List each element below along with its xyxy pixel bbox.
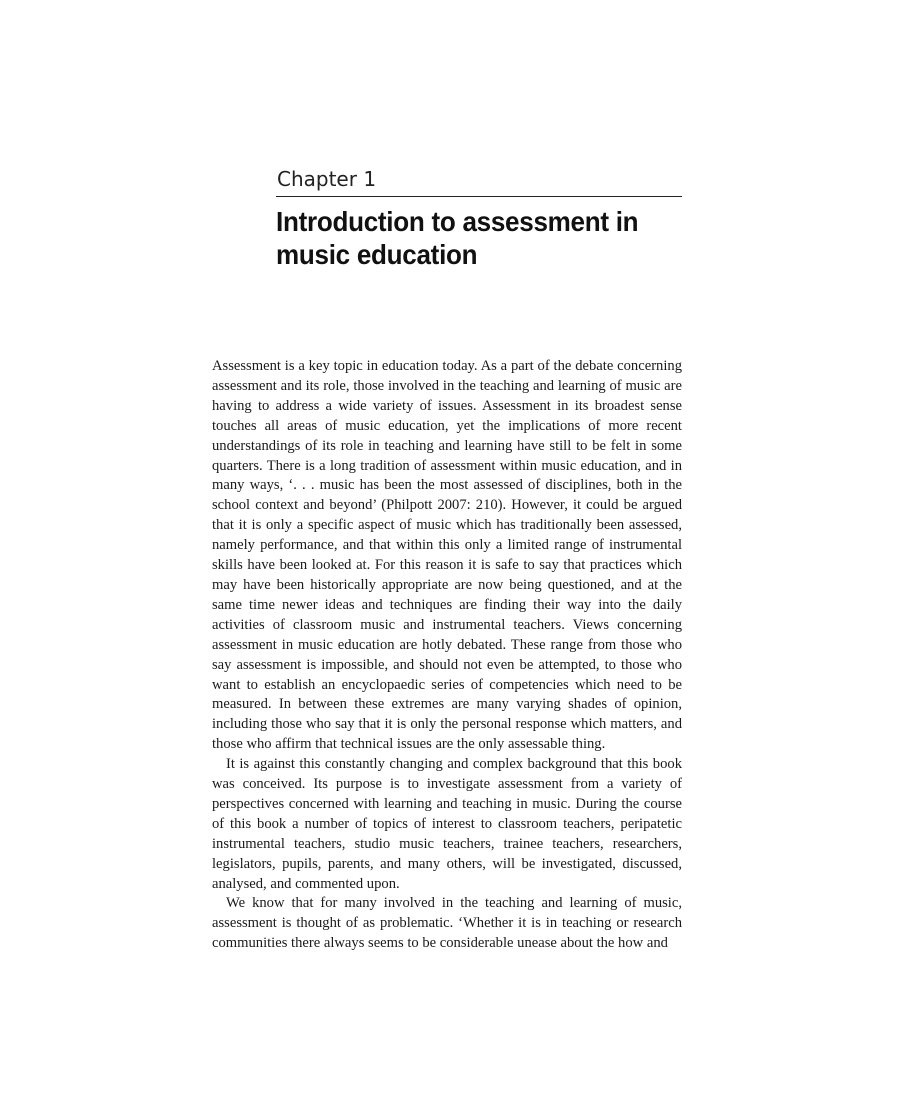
body-paragraph-2: It is against this constantly changing and complex background that this book was conceived. Its purpose is to investigate assessment from a variety of perspectives concerned with learning and teaching in music. During the course of this book a number of topics of interest to classroom teachers, peripatetic instrumental teachers, studio music teachers, trainee teachers, researchers, legislators, pupils, parents, and many others, will be investigated, discussed, analysed, and commented upon. <box>212 756 682 892</box>
chapter-divider-rule <box>276 196 682 197</box>
body-paragraph-1: Assessment is a key topic in education today. As a part of the debate concerning assessment and its role, those involved in the teaching and learning of music are having to address a wide variety of issues. Assessment in its broadest sense touches all areas of music education, yet the implications of more recent understandings of its role in teaching and learning have still to be felt in some quarters. There is a long tradition of assessment within music education, and in many ways, ‘. . . music has been the most assessed of disciplines, both in the school context and beyond’ (Philpott 2007: 210). However, it could be argued that it is only a specific aspect of music which has traditionally been assessed, namely performance, and that within this only a limited range of instrumental skills have been looked at. For this reason it is safe to say that practices which may have been historically appropriate are now being questioned, and at the same time newer ideas and techniques are finding their way into the daily activities of classroom music and instrumental teachers. Views concerning assessment in music education are hotly debated. These range from those who say assessment is impossible, and should not even be attempted, to those who want to establish an encyclopaedic series of competencies which need to be measured. In between these extremes are many varying shades of opinion, including those who say that it is only the personal response which matters, and those who affirm that technical issues are the only assessable thing. <box>212 358 682 753</box>
chapter-number: Chapter 1 <box>277 167 377 191</box>
chapter-title: Introduction to assessment in music education <box>276 206 639 270</box>
body-paragraph-3: We know that for many involved in the teaching and learning of music, assessment is thought of as problematic. ‘Whether it is in teaching or research communities there always seems to be considerable unease about the how and <box>212 895 682 952</box>
chapter-body-text <box>212 357 682 954</box>
chapter-header <box>276 164 682 271</box>
